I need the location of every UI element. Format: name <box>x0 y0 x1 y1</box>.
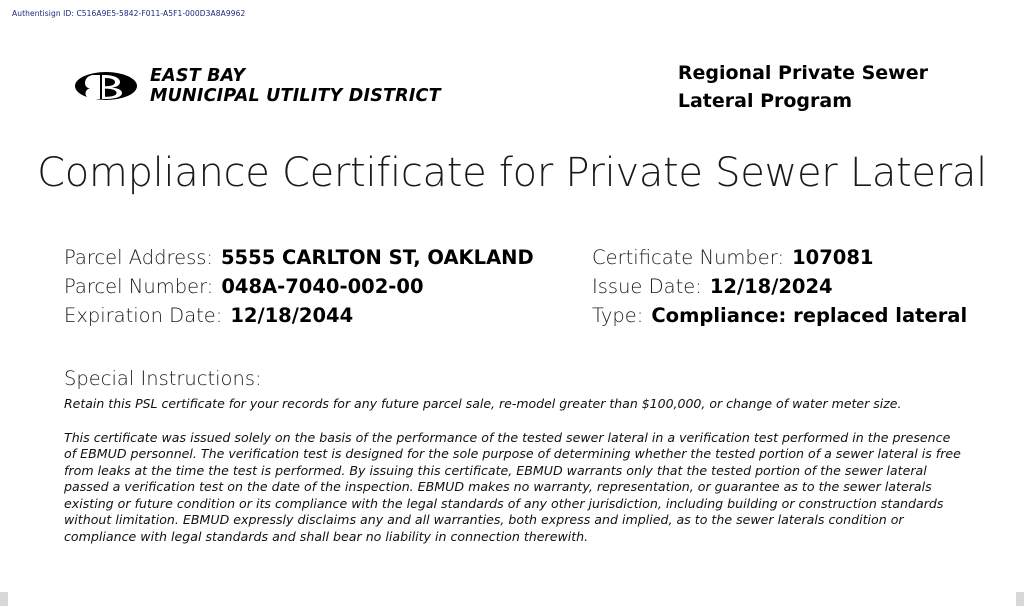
field-label: Type: <box>592 304 644 327</box>
field-expiration-date <box>64 304 584 327</box>
field-label: Certificate Number: <box>592 246 785 269</box>
authentisign-id-text: Authentisign ID: C516A9E5-5842-F011-A5F1-000D3A8A9962 <box>12 9 246 18</box>
field-value: 12/18/2024 <box>709 275 833 298</box>
disclaimer-paragraph: This certificate was issued solely on the basis of the performance of the tested sewer lateral in a verification test performed in the presence of EBMUD personnel. The verification test is designed for the sole purpose of determining whether the tested portion of a sewer lateral is free from leaks at the time the test is performed. By issuing this certificate, EBMUD warrants only that the tested portion of the sewer lateral passed a verification test on the date of the inspection. EBMUD makes no warranty, representation, or guarantee as to the sewer laterals existing or future condition or its compliance with the legal standards of any other jurisdiction, including building or construction standards without limitation. EBMUD expressly disclaims any and all warranties, both express and implied, as to the sewer laterals condition or compliance with legal standards and shall bear no liability in connection therewith. <box>64 430 961 544</box>
field-value: 048A-7040-002-00 <box>221 275 424 298</box>
field-certificate-number <box>592 246 1012 269</box>
field-issue-date <box>592 275 1012 298</box>
agency-name <box>150 66 441 107</box>
page-edge-left <box>0 592 8 606</box>
field-value: 5555 CARLTON ST, OAKLAND <box>220 246 534 269</box>
field-label: Issue Date: <box>592 275 702 298</box>
program-title-line2: Lateral Program <box>677 89 853 112</box>
special-instructions-text: Retain this PSL certificate for your records for any future parcel sale, re-model greater than $100,000, or change of water meter size. <box>64 396 902 411</box>
program-title <box>678 60 928 115</box>
fields-column-right <box>592 246 1012 333</box>
program-title-line1: Regional Private Sewer <box>677 62 928 84</box>
document-header <box>0 58 1024 118</box>
agency-name-line1: EAST BAY <box>150 66 246 86</box>
field-parcel-number <box>64 275 584 298</box>
page-edge-right <box>1016 592 1024 606</box>
field-label: Expiration Date: <box>64 304 223 327</box>
field-value: Compliance: replaced lateral <box>651 304 968 327</box>
special-instructions-heading: Special Instructions: <box>64 367 262 390</box>
field-label: Parcel Number: <box>64 275 214 298</box>
ebmud-logo-block <box>74 66 441 107</box>
field-value: 12/18/2044 <box>230 304 354 327</box>
fields-column-left <box>64 246 584 333</box>
field-parcel-address <box>64 246 584 269</box>
field-label: Parcel Address: <box>64 246 213 269</box>
ebmud-logo-icon <box>74 66 138 106</box>
agency-name-line2: MUNICIPAL UTILITY DISTRICT <box>150 86 441 107</box>
field-value: 107081 <box>792 246 874 269</box>
page-title: Compliance Certificate for Private Sewer Lateral <box>37 150 987 196</box>
page-bottom-edge <box>0 592 1024 606</box>
field-type <box>592 304 1012 327</box>
